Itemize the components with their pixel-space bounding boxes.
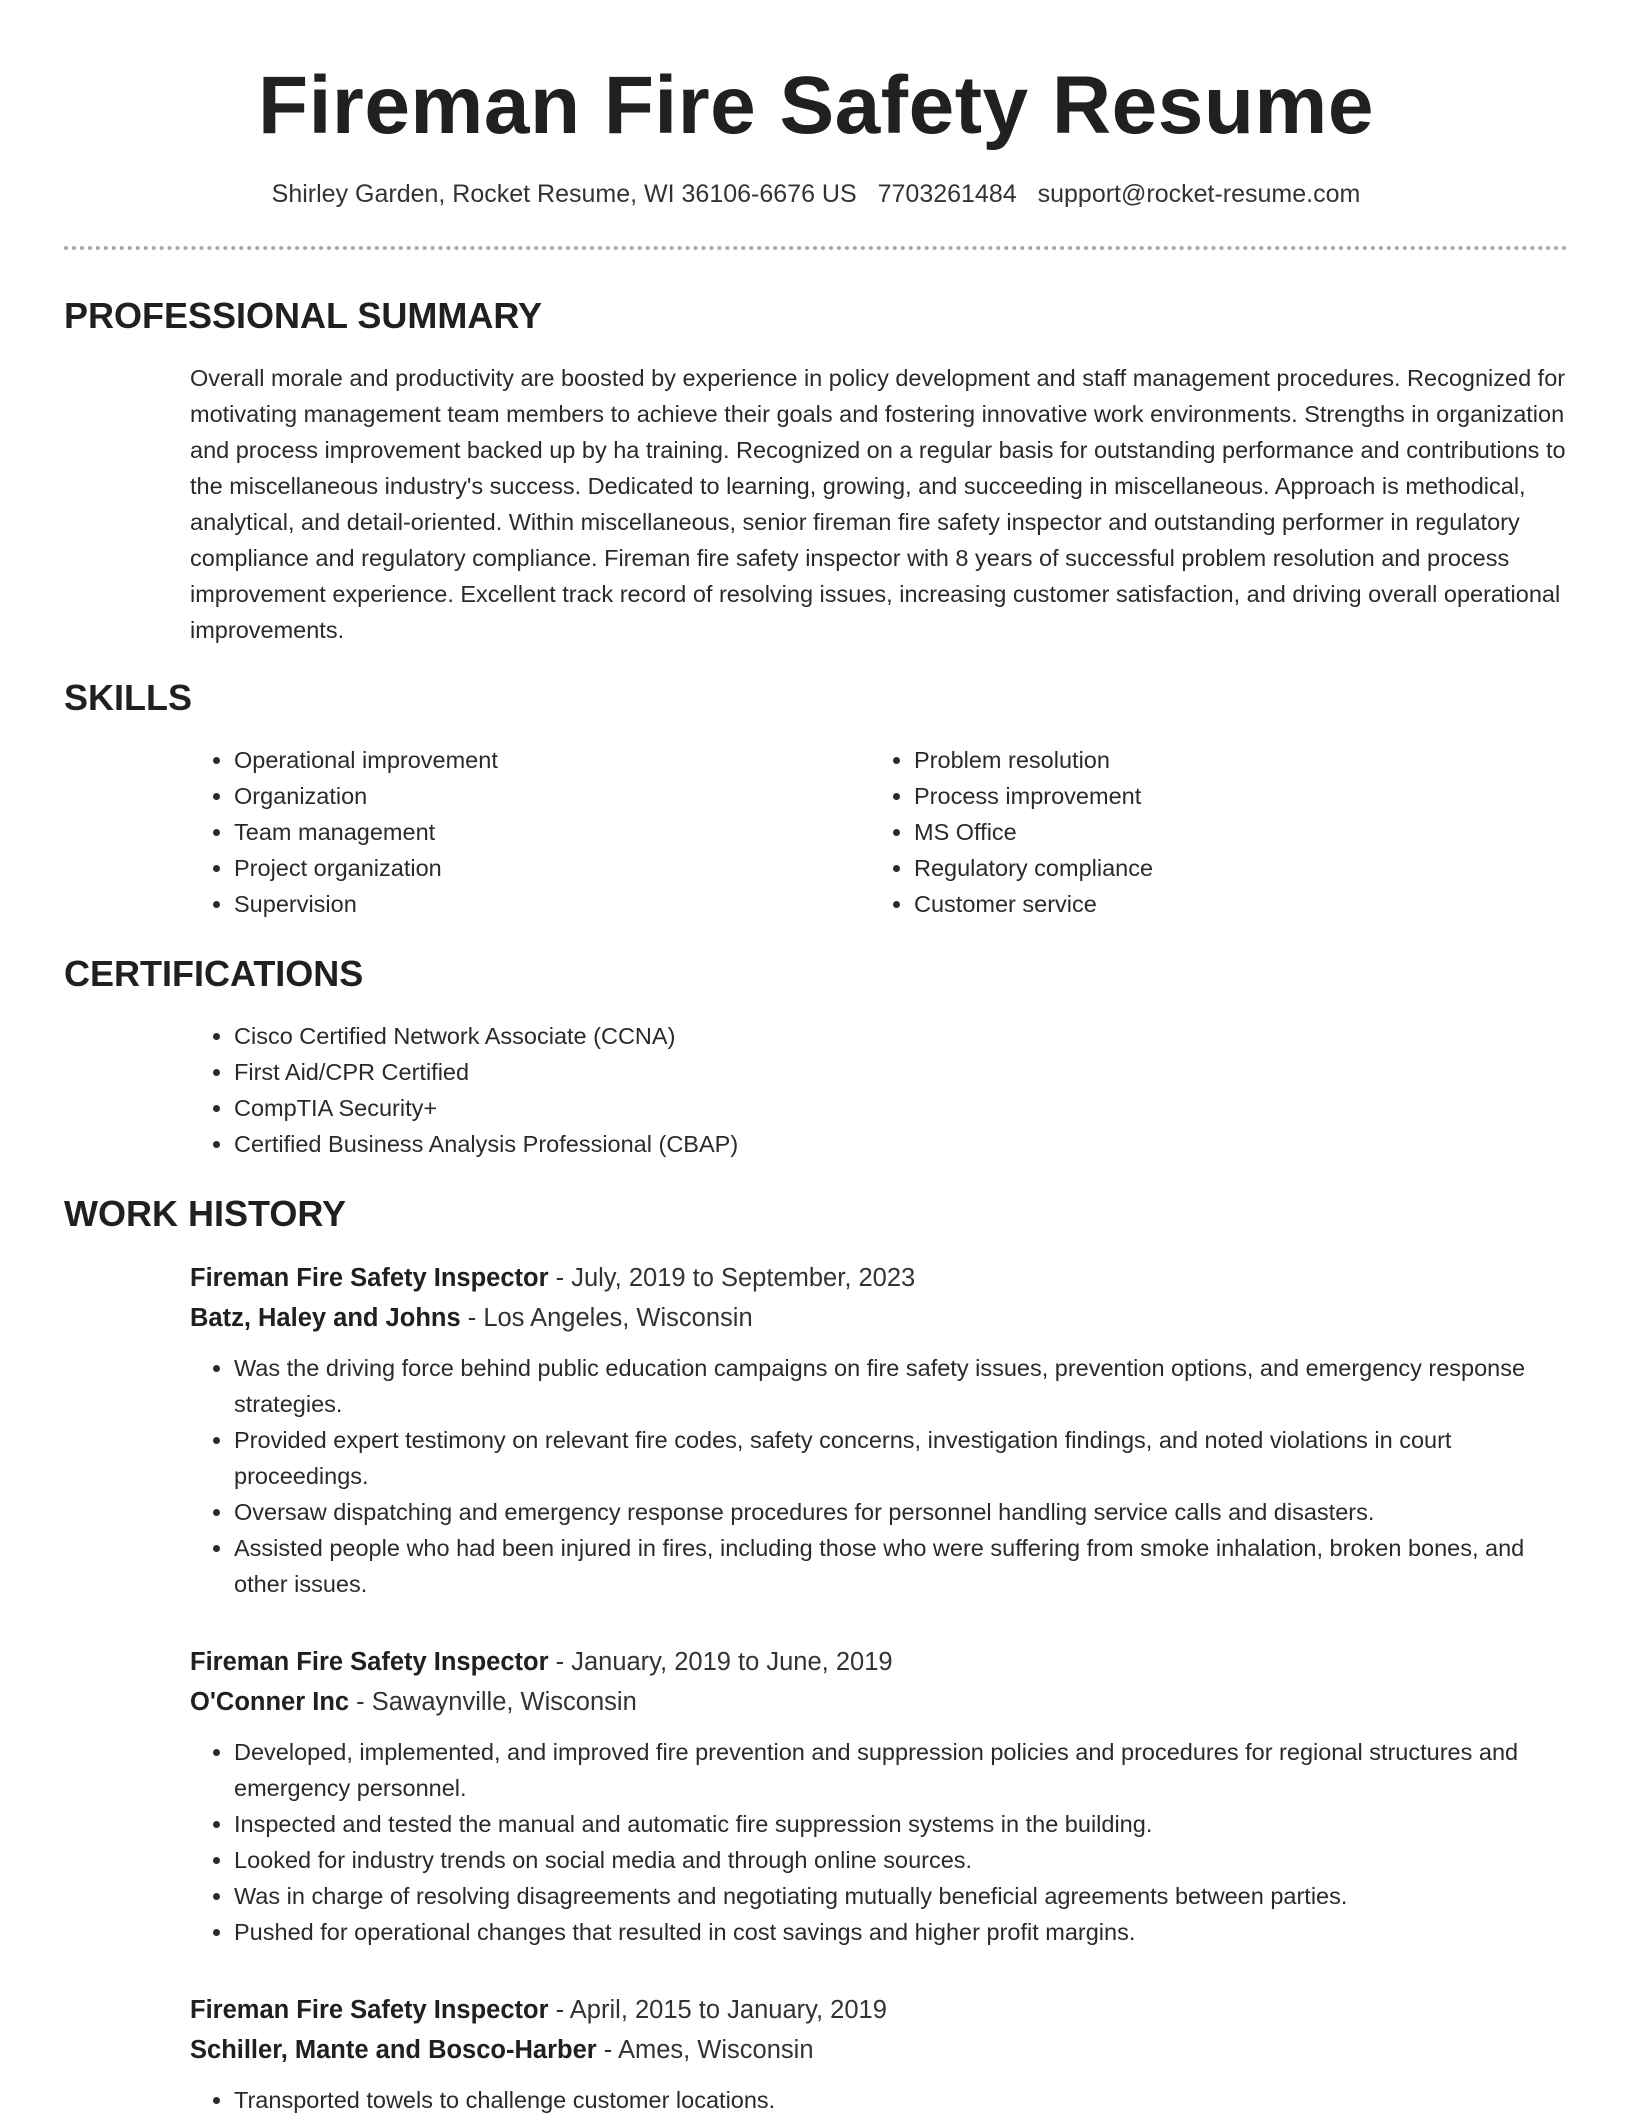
job-bullets (190, 1350, 1568, 1602)
job-bullet: • Was the driving force behind public education campaigns on fire safety issues, prevention options, and emergency response strategies. (234, 1350, 1568, 1422)
job-bullet: • Assisted people who had been injured in fires, including those who were suffering from smoke inhalation, broken bones, and other issues. (234, 1530, 1568, 1602)
job-company-line (190, 1682, 1568, 1722)
skill-item: • Regulatory compliance (914, 850, 1550, 886)
job-title-line (190, 1642, 1568, 1682)
job-entry (190, 1642, 1568, 1950)
section-title-work-history: WORK HISTORY (64, 1193, 347, 1234)
header-divider (64, 246, 1568, 250)
job-role: Fireman Fire Safety Inspector (190, 1264, 549, 1292)
job-bullet: • Developed, implemented, and improved fire prevention and suppression policies and procedures for regional structures and emergency personnel. (234, 1734, 1568, 1806)
job-role: Fireman Fire Safety Inspector (190, 1648, 549, 1676)
section-title-summary: PROFESSIONAL SUMMARY (64, 295, 543, 336)
certification-item: • First Aid/CPR Certified (234, 1054, 1568, 1090)
skills-column-left (190, 742, 870, 922)
certification-item: • Certified Business Analysis Professional (CBAP) (234, 1126, 1568, 1162)
section-title-skills: SKILLS (64, 677, 193, 718)
certification-item: • CompTIA Security+ (234, 1090, 1568, 1126)
skill-item: • Supervision (234, 886, 870, 922)
contact-address: Shirley Garden, Rocket Resume, WI 36106-6676 US (271, 180, 857, 208)
resume-page (64, 0, 1568, 2118)
job-company: Batz, Haley and Johns (190, 1304, 461, 1332)
skill-item: • Problem resolution (914, 742, 1550, 778)
certification-list (190, 1018, 1568, 1162)
job-dates: - April, 2015 to January, 2019 (548, 1996, 887, 2024)
job-company-line (190, 2030, 1568, 2070)
contact-phone: 7703261484 (877, 180, 1017, 208)
job-title-line (190, 1258, 1568, 1298)
job-location: - Los Angeles, Wisconsin (460, 1304, 753, 1332)
job-bullet: • Looked for industry trends on social media and through online sources. (234, 1842, 1568, 1878)
skills-column-right (870, 742, 1550, 922)
job-bullet: • Inspected and tested the manual and automatic fire suppression systems in the building. (234, 1806, 1568, 1842)
skill-item: • Customer service (914, 886, 1550, 922)
job-location: - Sawaynville, Wisconsin (349, 1688, 637, 1716)
job-company: O'Conner Inc (190, 1688, 350, 1716)
summary-text: Overall morale and productivity are boosted by experience in policy development and staff management procedures. Recognized for motivating management team members to achieve their goals and fostering innovative work environments. Strengths in organization and process improvement backed up by ha training. Recognized on a regular basis for outstanding performance and contributions to the miscellaneous industry's success. Dedicated to learning, growing, and succeeding in miscellaneous. Approach is methodical, analytical, and detail-oriented. Within miscellaneous, senior fireman fire safety inspector and outstanding performer in regulatory compliance and regulatory compliance. Fireman fire safety inspector with 8 years of successful problem resolution and process improvement experience. Excellent track record of resolving issues, increasing customer satisfaction, and driving overall operational improvements. (190, 365, 1566, 643)
skill-item: • Team management (234, 814, 870, 850)
certification-item: • Cisco Certified Network Associate (CCNA) (234, 1018, 1568, 1054)
job-entry (190, 1990, 1568, 2118)
skill-item: • Process improvement (914, 778, 1550, 814)
contact-line (64, 178, 1568, 210)
section-title-certifications: CERTIFICATIONS (64, 953, 364, 994)
skill-item: • MS Office (914, 814, 1550, 850)
skill-item: • Operational improvement (234, 742, 870, 778)
job-company-line (190, 1298, 1568, 1338)
job-role: Fireman Fire Safety Inspector (190, 1996, 549, 2024)
job-dates: - July, 2019 to September, 2023 (548, 1264, 916, 1292)
job-bullets (190, 1734, 1568, 1950)
skill-item: • Organization (234, 778, 870, 814)
job-entry (190, 1258, 1568, 1602)
resume-title: Fireman Fire Safety Resume (258, 60, 1374, 151)
job-company: Schiller, Mante and Bosco-Harber (190, 2036, 597, 2064)
skill-item: • Project organization (234, 850, 870, 886)
job-title-line (190, 1990, 1568, 2030)
job-bullet: • Was in charge of resolving disagreements and negotiating mutually beneficial agreements between parties. (234, 1878, 1568, 1914)
job-bullet: • Transported towels to challenge customer locations. (234, 2082, 1568, 2118)
job-bullet: • Oversaw dispatching and emergency response procedures for personnel handling service calls and disasters. (234, 1494, 1568, 1530)
skills-grid (190, 742, 1568, 922)
job-bullet: • Provided expert testimony on relevant fire codes, safety concerns, investigation findings, and noted violations in court proceedings. (234, 1422, 1568, 1494)
job-location: - Ames, Wisconsin (596, 2036, 814, 2064)
job-bullet: • Pushed for operational changes that resulted in cost savings and higher profit margins. (234, 1914, 1568, 1950)
job-bullets (190, 2082, 1568, 2118)
job-dates: - January, 2019 to June, 2019 (548, 1648, 893, 1676)
contact-email: support@rocket-resume.com (1037, 180, 1361, 208)
